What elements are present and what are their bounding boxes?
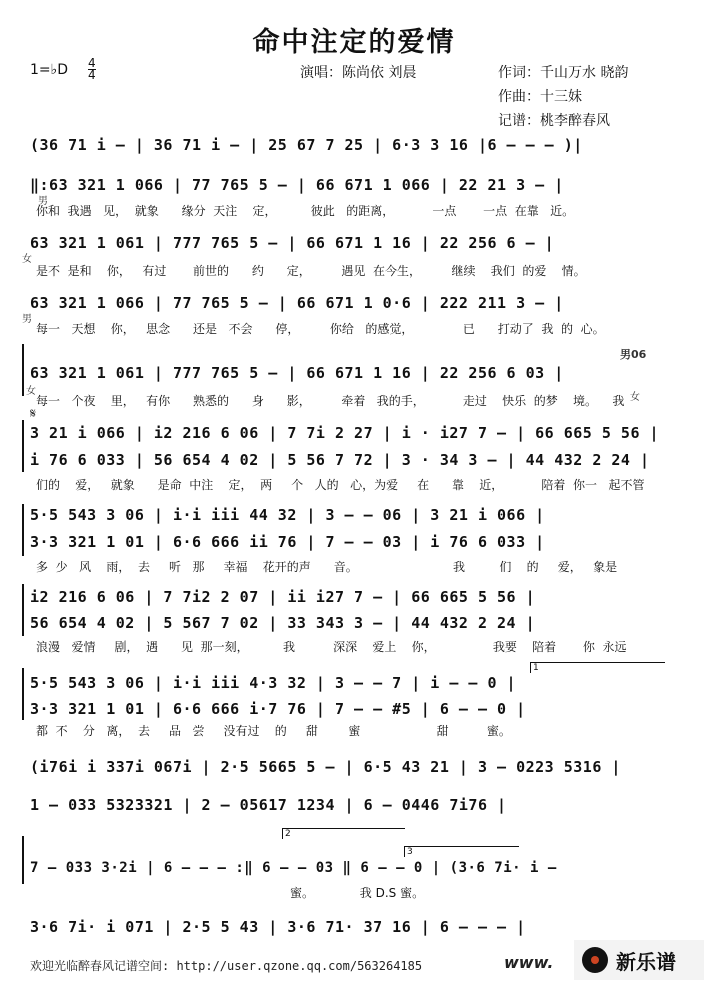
key-signature: 1=♭D bbox=[30, 62, 69, 78]
staff-line: 63 321 1 061 | 777 765 5 – | 66 671 1 16 | 22 256 6 – | bbox=[30, 234, 555, 252]
site-watermark: www. bbox=[504, 953, 554, 972]
female-voice-marker: 女 bbox=[26, 386, 36, 397]
lyricist: 作词：千山万水 晓韵 bbox=[498, 65, 629, 81]
disc-icon bbox=[582, 947, 608, 973]
lyric-line: 每一 个夜 里， 有你 熟悉的 身 影， 牵着 我的手， 走过 快乐 的梦 境。 我 bbox=[36, 394, 625, 408]
transcriber: 记谱：桃李醉春风 bbox=[498, 113, 610, 129]
volta-bracket-2: 2 bbox=[282, 828, 405, 839]
male-pickup-voice: 男 bbox=[620, 348, 631, 361]
bracket bbox=[22, 836, 24, 884]
staff-line: (i76i i 337i 067i | 2·5 5665 5 – | 6·5 43 21 | 3 – 0223 5316 | bbox=[30, 758, 621, 776]
lyric-line: 每一 天想 你， 思念 还是 不会 停， 你给 的感觉， 已 打动了 我 的 心。 bbox=[36, 322, 605, 336]
bracket bbox=[22, 420, 24, 472]
staff-line: 63 321 1 061 | 777 765 5 – | 66 671 1 16 | 22 256 6 03 | bbox=[30, 364, 564, 382]
lyric-line: 多 少 风 雨， 去 听 那 幸福 花开的声 音。 我 们 的 爱， 象是 bbox=[36, 560, 618, 574]
staff-line: 3 21 i 066 | i2 216 6 06 | 7 7i 2 27 | i · i27 7 – | 66 665 5 56 | bbox=[30, 424, 660, 442]
staff-line: 3·3 321 1 01 | 6·6 666 ii 76 | 7 – – 03 | i 76 6 033 | bbox=[30, 533, 545, 551]
lyric-line: 是不 是和 你， 有过 前世的 约 定， 遇见 在今生， 继续 我们 的爱 情。 bbox=[36, 264, 586, 278]
staff-line: 3·6 7i· i 071 | 2·5 5 43 | 3·6 71· 37 16 | 6 – – – | bbox=[30, 918, 526, 936]
lyric-line: 蜜。 我 D.S 蜜。 bbox=[290, 886, 425, 900]
bracket bbox=[22, 584, 24, 636]
lyric-line: 你和 我遇 见， 就象 缘分 天注 定， 彼此 的距离， 一点 一点 在靠 近。 bbox=[36, 204, 575, 218]
time-signature bbox=[88, 58, 96, 81]
male-pickup-notes: 06 bbox=[631, 348, 647, 361]
time-signature-top: 4 bbox=[88, 56, 96, 70]
logo-text: 新乐谱 bbox=[616, 949, 676, 974]
lyric-line: 都 不 分 离， 去 品 尝 没有过 的 甜 蜜 甜 蜜。 bbox=[36, 724, 511, 738]
staff-line: ‖:63 321 1 066 | 77 765 5 – | 66 671 1 066 | 22 21 3 – | bbox=[30, 176, 564, 194]
staff-line: 1 – 033 5323321 | 2 – 05617 1234 | 6 – 0446 7i76 | bbox=[30, 796, 507, 814]
male-pickup-label bbox=[620, 346, 646, 362]
staff-line: 5·5 543 3 06 | i·i iii 4·3 32 | 3 – – 7 | i – – 0 | bbox=[30, 674, 517, 692]
page-title: 命中注定的爱情 bbox=[252, 27, 456, 58]
female-voice-marker: 女 bbox=[630, 392, 640, 403]
male-voice-marker: 男 bbox=[22, 314, 32, 325]
footer-credit: 欢迎光临醉春风记谱空间: http://user.qzone.qq.com/563264185 bbox=[30, 959, 423, 973]
bracket bbox=[22, 344, 24, 396]
bracket bbox=[22, 504, 24, 556]
male-voice-marker: 男 bbox=[38, 196, 48, 207]
volta-bracket-1: 1 bbox=[530, 662, 665, 673]
site-logo bbox=[574, 940, 704, 980]
time-signature-bottom: 4 bbox=[88, 68, 96, 82]
staff-line: (36 71 i – | 36 71 i – | 25 67 7 25 | 6·3 3 16 |6 – – – )| bbox=[30, 136, 583, 154]
staff-line: 7 – 033 3·2i | 6 – – – :‖ 6 – – 03 ‖ 6 – – 0 | (3·6 7i· i – bbox=[30, 860, 557, 876]
staff-line: i2 216 6 06 | 7 7i2 2 07 | ii i27 7 – | 66 665 5 56 | bbox=[30, 588, 536, 606]
staff-line: 3·3 321 1 01 | 6·6 666 i·7 76 | 7 – – #5 | 6 – – 0 | bbox=[30, 700, 526, 718]
composer: 作曲：十三妹 bbox=[498, 89, 582, 105]
bracket bbox=[22, 668, 24, 720]
staff-line: 63 321 1 066 | 77 765 5 – | 66 671 1 0·6 | 222 211 3 – | bbox=[30, 294, 564, 312]
staff-line: 5·5 543 3 06 | i·i iii 44 32 | 3 – – 06 | 3 21 i 066 | bbox=[30, 506, 545, 524]
staff-line: 56 654 4 02 | 5 567 7 02 | 33 343 3 – | 44 432 2 24 | bbox=[30, 614, 536, 632]
staff-line: i 76 6 033 | 56 654 4 02 | 5 56 7 72 | 3 · 34 3 – | 44 432 2 24 | bbox=[30, 451, 650, 469]
lyric-line: 们的 爱， 就象 是命 中注 定， 两 个 人的 心，为爱 在 靠 近， 陪着 你一 起不管 bbox=[36, 478, 645, 492]
female-voice-marker: 女 bbox=[22, 254, 32, 265]
lyric-line: 浪漫 爱情 剧， 遇 见 那一刻， 我 深深 爱上 你， 我要 陪着 你 永远 bbox=[36, 640, 627, 654]
volta-bracket-3: 3 bbox=[404, 846, 519, 857]
singers: 演唱：陈尚依 刘晨 bbox=[300, 65, 417, 81]
segno-sign: 𝄋 bbox=[30, 406, 37, 422]
